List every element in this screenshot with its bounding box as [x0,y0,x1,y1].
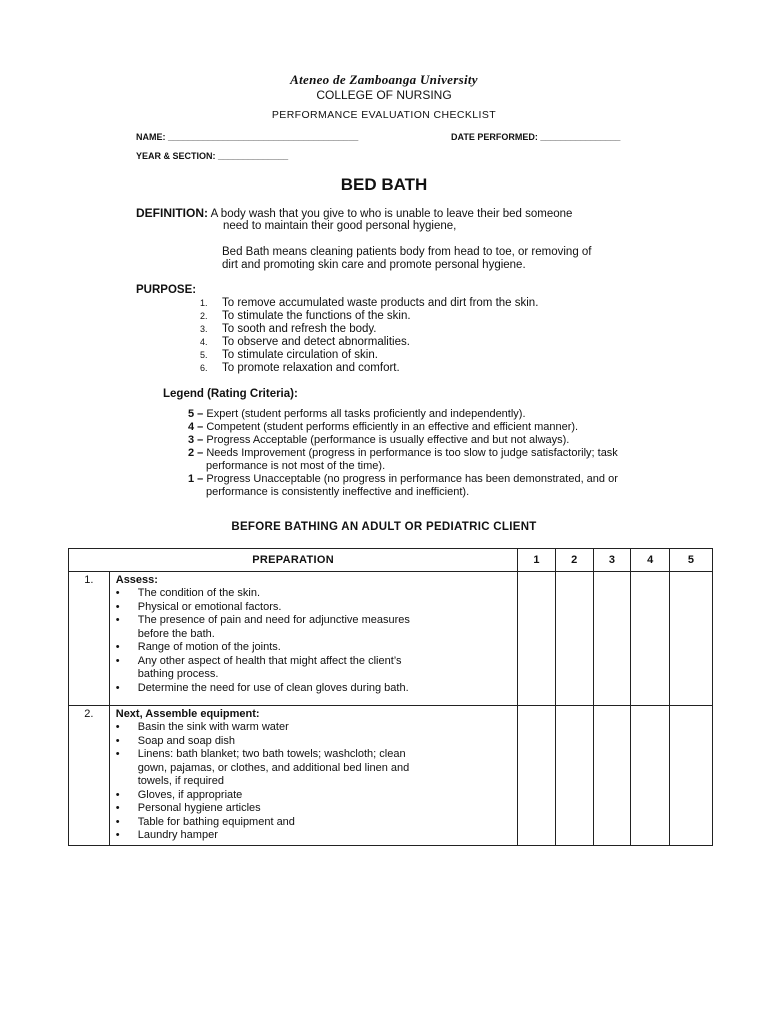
rating-cell-5[interactable] [670,572,713,706]
legend-item-cont: performance is consistently ineffective and inefficient). [206,486,470,498]
definition-line2: need to maintain their good personal hygiene, [223,220,457,232]
purpose-item: 3. To sooth and refresh the body. [200,323,377,335]
list-item: • Range of motion of the joints. [138,641,517,655]
list-item: • Any other aspect of health that might affect the client’s bathing process. [138,655,517,682]
preparation-header: PREPARATION [69,549,518,572]
section-title: BEFORE BATHING AN ADULT OR PEDIATRIC CLIENT [231,521,537,533]
list-item: • Basin the sink with warm water [138,721,517,735]
step-number: 2. [69,706,110,846]
rating-cell-4[interactable] [631,706,670,846]
rating-cell-3[interactable] [593,706,631,846]
definition-label: DEFINITION: [136,206,208,220]
date-performed-field[interactable]: DATE PERFORMED: ________________ [451,132,621,142]
list-item: • Physical or emotional factors. [138,601,517,615]
step-content [109,706,517,846]
rating-cell-1[interactable] [518,572,556,706]
college-name: COLLEGE OF NURSING [316,88,452,102]
step-heading: Next, Assemble equipment: [115,708,260,720]
name-field[interactable]: NAME: ______________________________________ [136,132,359,142]
list-item: • Soap and soap dish [138,735,517,749]
legend-list [188,408,708,499]
rating-cell-4[interactable] [631,572,670,706]
step-heading: Assess: [115,574,158,586]
purpose-item: 2. To stimulate the functions of the skin. [200,310,411,322]
rating-header-1: 1 [518,549,556,572]
purpose-item: 6. To promote relaxation and comfort. [200,362,400,374]
list-item: • The presence of pain and need for adjunctive measures before the bath. [138,614,517,641]
definition-para2-line1: Bed Bath means cleaning patients body from head to toe, or removing of [222,246,592,258]
rating-header-3: 3 [593,549,631,572]
definition-para2-line2: dirt and promoting skin care and promote personal hygiene. [222,259,526,271]
list-item: • Laundry hamper [138,829,517,843]
rating-cell-1[interactable] [518,706,556,846]
list-item: • Determine the need for use of clean gloves during bath. [138,682,517,696]
rating-header-5: 5 [670,549,713,572]
table-row [69,706,713,846]
table-header-row [69,549,713,572]
rating-header-2: 2 [555,549,593,572]
rating-header-4: 4 [631,549,670,572]
year-section-field[interactable]: YEAR & SECTION: ______________ [136,151,289,161]
list-item: • The condition of the skin. [138,587,517,601]
legend-item: 4 – Competent (student performs efficiently in an effective and efficient manner). [188,421,579,433]
legend-title: Legend (Rating Criteria): [163,388,298,400]
university-name: Ateneo de Zamboanga University [290,72,478,87]
rating-cell-2[interactable] [555,706,593,846]
checklist-table [68,548,713,846]
list-item: • Personal hygiene articles [138,802,517,816]
purpose-item: 5. To stimulate circulation of skin. [200,349,378,361]
step-number: 1. [69,572,110,706]
purpose-list [200,297,538,375]
list-item: • Table for bathing equipment and [138,816,517,830]
legend-item: 1 – Progress Unacceptable (no progress in performance has been demonstrated, and or [188,473,618,485]
page-title: BED BATH [340,175,428,194]
rating-cell-2[interactable] [555,572,593,706]
table-row [69,572,713,706]
purpose-item: 1. To remove accumulated waste products and dirt from the skin. [200,297,539,309]
purpose-label: PURPOSE: [136,284,197,296]
legend-item: 5 – Expert (student performs all tasks proficiently and independently). [188,408,526,420]
step-content [109,572,517,706]
definition-line1: A body wash that you give to who is unable to leave their bed someone [210,208,573,220]
list-item: • Gloves, if appropriate [138,789,517,803]
rating-cell-5[interactable] [670,706,713,846]
rating-cell-3[interactable] [593,572,631,706]
list-item: • Linens: bath blanket; two bath towels; washcloth; clean gown, pajamas, or clothes, and additional bed linen and towels, if required [138,748,517,789]
legend-item: 3 – Progress Acceptable (performance is usually effective and but not always). [188,434,570,446]
checklist-title: PERFORMANCE EVALUATION CHECKLIST [271,109,497,121]
legend-item: 2 – Needs Improvement (progress in performance is too slow to judge satisfactorily; task [188,447,618,459]
purpose-item: 4. To observe and detect abnormalities. [200,336,410,348]
legend-item-cont: performance is not most of the time). [206,460,386,472]
definition-block [136,207,572,221]
